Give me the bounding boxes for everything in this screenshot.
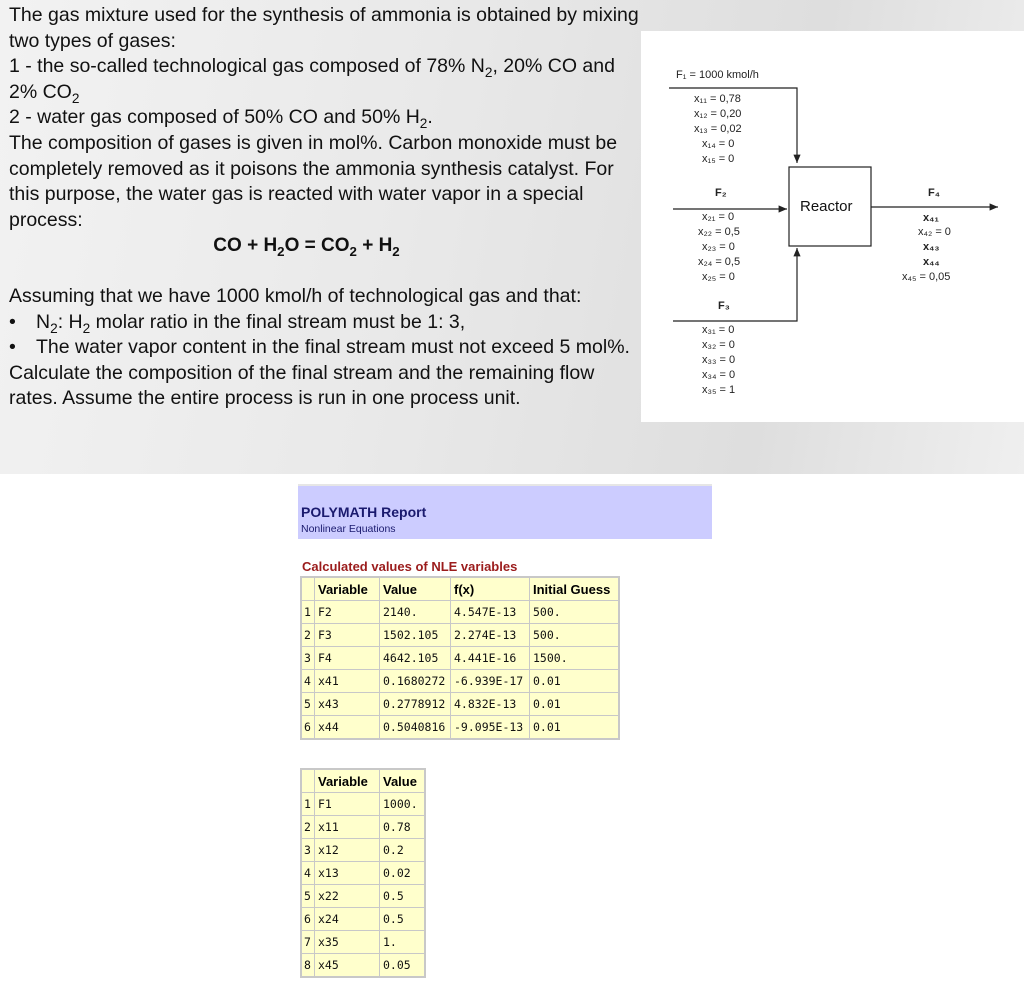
f2-label: F₂	[715, 187, 727, 199]
f2-comp-2: x₂₂ = 0,5	[698, 226, 740, 238]
nle-results-table	[300, 576, 620, 740]
table-row	[301, 716, 619, 740]
gas2-text: 2 - water gas composed of 50% CO and 50% $H_2$.	[9, 106, 433, 132]
value-cell: 0.5	[380, 885, 426, 908]
table-row	[301, 647, 619, 670]
variable-cell: x41	[315, 670, 380, 693]
guess-cell: 1500.	[530, 647, 620, 670]
variable-cell: x45	[315, 954, 380, 978]
table-row	[301, 931, 425, 954]
value-cell: 4642.105	[380, 647, 451, 670]
f1-comp-1: x₁₁ = 0,78	[694, 93, 741, 105]
f3-comp-3: x₃₃ = 0	[702, 354, 736, 366]
guess-cell: 0.01	[530, 670, 620, 693]
row-index: 6	[301, 716, 315, 740]
row-index: 6	[301, 908, 315, 931]
header-cell: f(x)	[451, 577, 530, 601]
variable-cell: x35	[315, 931, 380, 954]
row-index: 8	[301, 954, 315, 978]
f1-comp-4: x₁₄ = 0	[702, 138, 735, 150]
row-index: 4	[301, 862, 315, 885]
row-index: 3	[301, 839, 315, 862]
value-cell: 2140.	[380, 601, 451, 624]
row-index: 3	[301, 647, 315, 670]
row-index: 5	[301, 693, 315, 716]
report-header	[298, 484, 712, 539]
header-cell: Variable	[315, 769, 380, 793]
calculated-values-title: Calculated values of NLE variables	[302, 559, 518, 574]
row-index: 1	[301, 601, 315, 624]
header-cell	[301, 769, 315, 793]
variable-cell: x22	[315, 885, 380, 908]
fx-cell: -9.095E-13	[451, 716, 530, 740]
composition-text: The composition of gases is given in mol%. Carbon monoxide must be completely removed as it poisons the ammonia synthesis catalyst. For this purpose, the water gas is reacted with water vapor in a special process:	[9, 131, 618, 231]
variable-cell: F4	[315, 647, 380, 670]
table-row	[301, 601, 619, 624]
variable-cell: x44	[315, 716, 380, 740]
table-row	[301, 793, 425, 816]
bullet-icon: •	[9, 310, 16, 333]
row-index: 7	[301, 931, 315, 954]
f4-comp-3: x₄₃	[923, 241, 940, 253]
fx-cell: 4.441E-16	[451, 647, 530, 670]
f1-comp-3: x₁₃ = 0,02	[694, 123, 742, 135]
f2-comp-3: x₂₃ = 0	[702, 241, 735, 253]
row-index: 1	[301, 793, 315, 816]
assumption-text: Assuming that we have 1000 kmol/h of technological gas and that:	[9, 284, 582, 307]
table-header-row	[301, 577, 619, 601]
intro-text: The gas mixture used for the synthesis of ammonia is obtained by mixing two types of gases:	[9, 4, 639, 52]
fx-cell: -6.939E-17	[451, 670, 530, 693]
f1-comp-5: x₁₅ = 0	[702, 153, 735, 165]
f4-comp-5: x₄₅ = 0,05	[902, 271, 951, 283]
variable-cell: x11	[315, 816, 380, 839]
value-cell: 0.05	[380, 954, 426, 978]
process-flow-diagram	[641, 31, 1024, 422]
condition-ratio: • $N_2$: $H_2$ molar ratio in the final stream must be 1: 3,	[9, 310, 466, 336]
condition-water: • The water vapor content in the final stream must not exceed 5 mol%.	[9, 335, 639, 361]
f4-comp-1: x₄₁	[923, 212, 939, 224]
f2-comp-1: x₂₁ = 0	[702, 211, 735, 223]
f2-comp-5: x₂₅ = 0	[702, 271, 735, 283]
guess-cell: 500.	[530, 624, 620, 647]
f2-comp-4: x₂₄ = 0,5	[698, 256, 741, 268]
table-row	[301, 885, 425, 908]
value-cell: 1502.105	[380, 624, 451, 647]
header-cell: Variable	[315, 577, 380, 601]
table-row	[301, 816, 425, 839]
problem-slide	[0, 0, 1024, 474]
table-row	[301, 624, 619, 647]
table-row	[301, 862, 425, 885]
value-cell: 0.5	[380, 908, 426, 931]
table-row	[301, 693, 619, 716]
variable-cell: F3	[315, 624, 380, 647]
value-cell: 0.5040816	[380, 716, 451, 740]
f4-label: F₄	[928, 187, 940, 199]
report-subtitle: Nonlinear Equations	[301, 523, 396, 535]
variable-cell: F2	[315, 601, 380, 624]
variable-cell: F1	[315, 793, 380, 816]
guess-cell: 0.01	[530, 693, 620, 716]
f3-label: F₃	[718, 300, 730, 312]
polymath-report	[298, 484, 712, 539]
f3-comp-2: x₃₂ = 0	[702, 339, 735, 351]
value-cell: 1000.	[380, 793, 426, 816]
f4-comp-2: x₄₂ = 0	[918, 226, 951, 238]
header-cell: Initial Guess	[530, 577, 620, 601]
f4-comp-4: x₄₄	[923, 256, 940, 268]
guess-cell: 0.01	[530, 716, 620, 740]
value-cell: 0.2	[380, 839, 426, 862]
bullet-icon: •	[9, 336, 16, 359]
f3-comp-5: x₃₅ = 1	[702, 384, 736, 396]
reactor-label: Reactor	[800, 198, 853, 215]
table-row	[301, 670, 619, 693]
variable-cell: x24	[315, 908, 380, 931]
fx-cell: 4.832E-13	[451, 693, 530, 716]
f1-label: F₁ = 1000 kmol/h	[676, 69, 759, 81]
fx-cell: 4.547E-13	[451, 601, 530, 624]
reaction-equation: CO + $H_2O = CO_2 + H_2$	[213, 235, 400, 260]
header-cell: Value	[380, 769, 426, 793]
table-row	[301, 954, 425, 978]
problem-statement	[9, 3, 639, 412]
gas1-text: 1 - the so-called technological gas composed of 78% $N_2$, 20% CO and 2% $CO_2$	[9, 55, 615, 106]
header-cell: Value	[380, 577, 451, 601]
table-row	[301, 839, 425, 862]
guess-cell: 500.	[530, 601, 620, 624]
header-cell	[301, 577, 315, 601]
variable-cell: x43	[315, 693, 380, 716]
row-index: 2	[301, 624, 315, 647]
value-cell: 1.	[380, 931, 426, 954]
fx-cell: 2.274E-13	[451, 624, 530, 647]
row-index: 2	[301, 816, 315, 839]
row-index: 5	[301, 885, 315, 908]
f3-comp-1: x₃₁ = 0	[702, 324, 735, 336]
f3-comp-4: x₃₄ = 0	[702, 369, 736, 381]
variable-cell: x13	[315, 862, 380, 885]
value-cell: 0.2778912	[380, 693, 451, 716]
known-values-table	[300, 768, 426, 978]
closing-text: Calculate the composition of the final stream and the remaining flow rates. Assume the entire process is run in one process unit.	[9, 361, 595, 410]
report-title: POLYMATH Report	[301, 504, 427, 520]
variable-cell: x12	[315, 839, 380, 862]
row-index: 4	[301, 670, 315, 693]
table-row	[301, 908, 425, 931]
table-header-row	[301, 769, 425, 793]
value-cell: 0.78	[380, 816, 426, 839]
value-cell: 0.1680272	[380, 670, 451, 693]
f1-comp-2: x₁₂ = 0,20	[694, 108, 742, 120]
value-cell: 0.02	[380, 862, 426, 885]
condition-list	[9, 310, 639, 361]
